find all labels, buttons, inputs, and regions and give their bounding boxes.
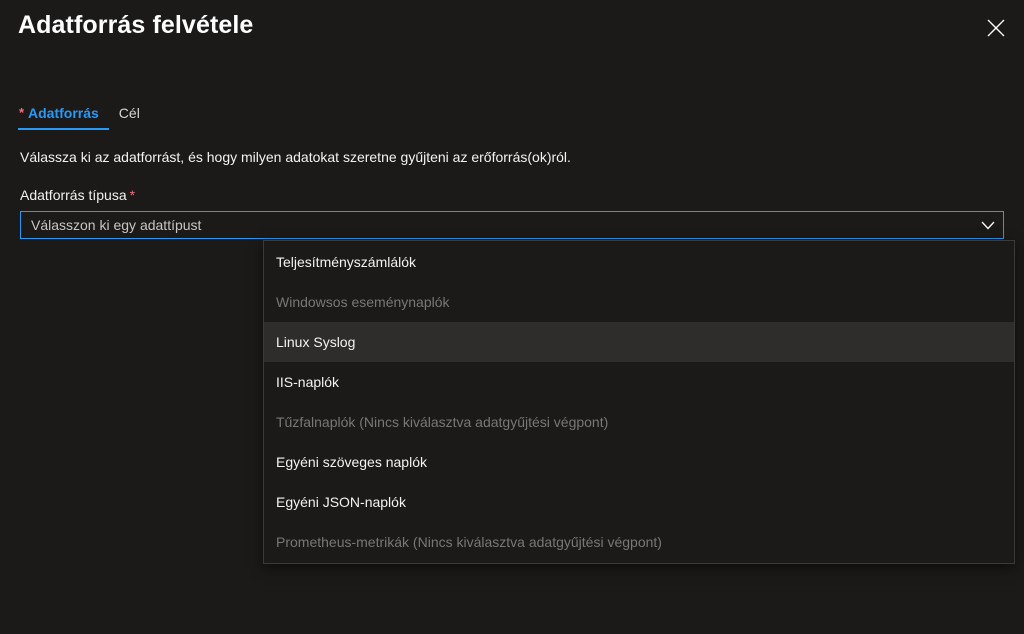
dropdown-option[interactable] <box>264 482 1014 522</box>
panel-description: Válassza ki az adatforrást, és hogy milyen adatokat szeretne gyűjteni az erőforrás(ok)ról. <box>20 149 571 165</box>
tab-label: Adatforrás <box>28 105 99 121</box>
tab-list <box>18 96 150 130</box>
dropdown-option[interactable] <box>264 242 1014 282</box>
field-label-text: Adatforrás típusa <box>20 187 127 203</box>
field-required-marker: * <box>129 187 136 203</box>
page-title: Adatforrás felvétele <box>18 11 254 39</box>
dropdown-option-label: IIS-naplók <box>276 374 340 390</box>
dropdown-option <box>264 282 1014 322</box>
dropdown-option-label: Linux Syslog <box>276 334 356 350</box>
dropdown-option[interactable] <box>264 322 1014 362</box>
dropdown-option-label: Tűzfalnaplók (Nincs kiválasztva adatgyűjtési végpont) <box>276 414 609 430</box>
dropdown-option-label: Prometheus-metrikák (Nincs kiválasztva adatgyűjtési végpont) <box>276 534 662 550</box>
dropdown-option[interactable] <box>264 362 1014 402</box>
tab-required-marker: * <box>19 105 25 120</box>
data-source-type-dropdown <box>263 240 1015 564</box>
tab-adatforras[interactable] <box>18 105 109 130</box>
dropdown-option[interactable] <box>264 442 1014 482</box>
close-button[interactable] <box>976 10 1016 46</box>
tab-cel[interactable] <box>109 105 150 130</box>
dropdown-option-label: Egyéni szöveges naplók <box>276 454 427 470</box>
dropdown-option-label: Windowsos eseménynaplók <box>276 294 450 310</box>
dropdown-option-label: Egyéni JSON-naplók <box>276 494 406 510</box>
dropdown-option <box>264 522 1014 562</box>
data-source-type-select[interactable] <box>20 211 1004 239</box>
chevron-down-icon[interactable] <box>973 221 1003 230</box>
dropdown-option-label: Teljesítményszámlálók <box>276 254 417 270</box>
tab-label: Cél <box>118 105 140 121</box>
dropdown-option <box>264 402 1014 442</box>
close-icon <box>987 19 1005 37</box>
panel-header <box>0 0 1024 60</box>
data-source-type-value: Válasszon ki egy adattípust <box>31 217 202 233</box>
data-source-type-label <box>20 187 135 203</box>
